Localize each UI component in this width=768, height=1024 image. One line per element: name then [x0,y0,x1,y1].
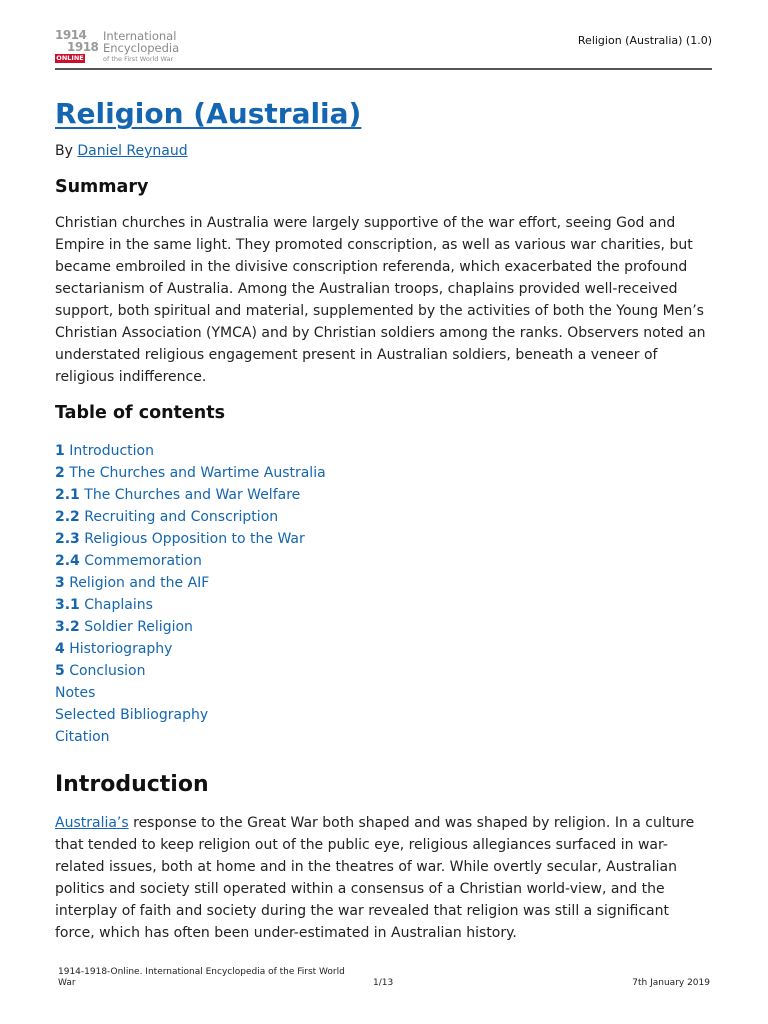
introduction-heading: Introduction [55,772,209,797]
toc-item[interactable] [55,726,326,748]
by-label: By [55,143,73,159]
toc-item-label: Commemoration [84,553,202,569]
logo-title-line1: International [103,29,177,43]
toc-item[interactable] [55,550,326,572]
logo-online-badge: ONLINE [56,54,84,62]
toc-item-number: 2.3 [55,531,80,547]
logo-subtitle: of the First World War [103,55,174,63]
logo-years [55,28,97,64]
toc-item[interactable] [55,528,326,550]
toc-item-label: Introduction [69,443,154,459]
toc-item-label: Historiography [69,641,173,657]
article-title[interactable]: Religion (Australia) [55,97,362,130]
encyclopedia-logo[interactable] [55,28,225,64]
australia-link[interactable]: Australia’s [55,815,129,831]
logo-title [103,30,179,54]
toc-item[interactable] [55,682,326,704]
toc-item-number: 2.2 [55,509,80,525]
toc-item-number: 4 [55,641,65,657]
toc-item[interactable] [55,594,326,616]
table-of-contents [55,440,326,748]
toc-item-number: 2.4 [55,553,80,569]
toc-item-label: Conclusion [69,663,146,679]
toc-item-label: Soldier Religion [84,619,193,635]
toc-item[interactable] [55,616,326,638]
author-link[interactable]: Daniel Reynaud [77,143,188,159]
toc-item[interactable] [55,440,326,462]
summary-text: Christian churches in Australia were largely supportive of the war effort, seeing God and Empire in the same light. They promoted conscription, as well as various war charities, but became embroiled in the divisive conscription referenda, which exacerbated the profound sectarianism of Australia. Among the Australian troops, chaplains provided well-received support, both spiritual and material, supplemented by the activities of both the Young Men’s Christian Association (YMCA) and by Christian soldiers among the ranks. Observers noted an understated religious engagement present in Australian soldiers, beneath a veneer of religious indifference. [55,215,706,385]
toc-item-number: 2.1 [55,487,80,503]
running-title: Religion (Australia) (1.0) [577,34,712,47]
toc-item[interactable] [55,704,326,726]
toc-item-label: Notes [55,685,96,701]
toc-item-label: The Churches and War Welfare [84,487,301,503]
introduction-text [55,812,712,944]
toc-item[interactable] [55,572,326,594]
toc-item-label: The Churches and Wartime Australia [69,465,326,481]
toc-item-label: Citation [55,729,110,745]
toc-item[interactable] [55,638,326,660]
byline [55,142,188,160]
toc-item-label: Selected Bibliography [55,707,209,723]
toc-item-label: Chaplains [84,597,153,613]
toc-item-number: 3.1 [55,597,80,613]
toc-item-number: 3 [55,575,65,591]
toc-item[interactable] [55,506,326,528]
toc-item-label: Recruiting and Conscription [84,509,279,525]
toc-item-number: 1 [55,443,65,459]
logo-year-end: 1918 [67,40,99,54]
toc-item-label: Religion and the AIF [69,575,210,591]
logo-title-line2: Encyclopedia [103,41,180,55]
introduction-body: response to the Great War both shaped and was shaped by religion. In a culture that tended to keep religion out of the public eye, religious allegiances surfaced in war-related issues, both at home and in the theatres of war. While overtly secular, Australian politics and society still operated within a consensus of a Christian world-view, and the interplay of faith and society during the war revealed that religion was still a significant force, which has often been under-estimated in Australian history. [55,815,695,941]
toc-item[interactable] [55,660,326,682]
page-footer [58,967,710,991]
toc-item-number: 5 [55,663,65,679]
logo-year-start: 1914 [55,28,87,42]
toc-item-label: Religious Opposition to the War [84,531,305,547]
toc-item[interactable] [55,484,326,506]
summary-heading: Summary [55,177,149,197]
footer-source: 1914-1918-Online. International Encyclopedia of the First World War [58,967,345,988]
toc-item-number: 2 [55,465,65,481]
footer-page-number: 1/13 [373,978,394,988]
toc-item[interactable] [55,462,326,484]
footer-date: 7th January 2019 [632,978,710,988]
toc-item-number: 3.2 [55,619,80,635]
page-header [55,26,712,70]
toc-heading: Table of contents [55,403,226,423]
